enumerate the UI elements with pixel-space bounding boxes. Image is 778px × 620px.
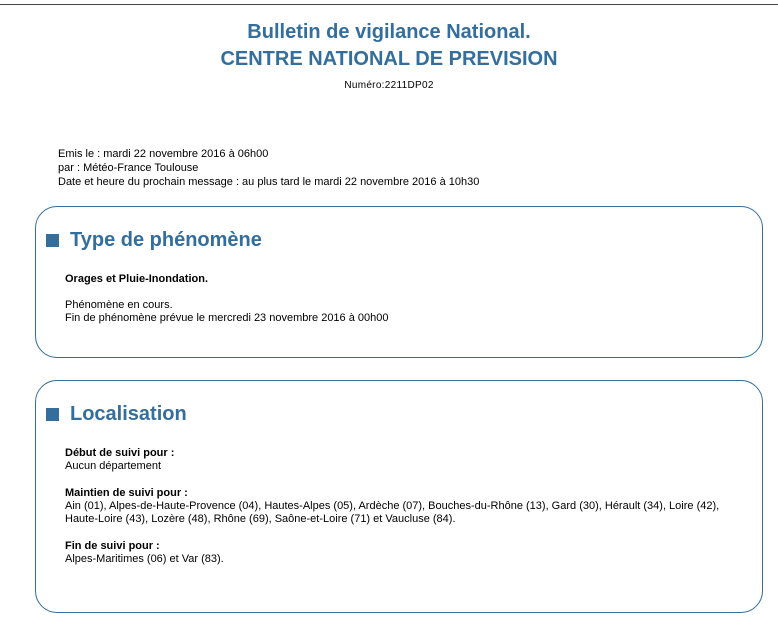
phenomenon-end: Fin de phénomène prévue le mercredi 23 novembre 2016 à 00h00 bbox=[65, 312, 389, 324]
maintain-tracking-line1: Ain (01), Alpes-de-Haute-Provence (04), Hautes-Alpes (05), Ardèche (07), Bouches-du-Rhône (13), Gard (30), Hérault (34), Loire (42), bbox=[65, 500, 720, 512]
bulletin-title: Bulletin de vigilance National. bbox=[247, 21, 531, 43]
location-panel bbox=[35, 380, 763, 613]
end-tracking-label: Fin de suivi pour : bbox=[65, 540, 160, 552]
end-tracking-value: Alpes-Maritimes (06) et Var (83). bbox=[65, 553, 224, 565]
phenomenon-panel bbox=[35, 206, 763, 358]
issued-date: Emis le : mardi 22 novembre 2016 à 06h00 bbox=[58, 148, 269, 160]
maintain-tracking-line2: Haute-Loire (43), Lozère (48), Rhône (69), Saône-et-Loire (71) et Vaucluse (84). bbox=[65, 513, 456, 525]
square-bullet-icon bbox=[46, 408, 59, 421]
location-title: Localisation bbox=[70, 403, 187, 425]
next-message-date: Date et heure du prochain message : au plus tard le mardi 22 novembre 2016 à 10h30 bbox=[58, 176, 480, 188]
phenomenon-content bbox=[65, 273, 389, 325]
bulletin-number: Numéro:2211DP02 bbox=[344, 80, 434, 91]
phenomenon-type: Orages et Pluie-Inondation. bbox=[65, 273, 209, 285]
square-bullet-icon bbox=[46, 234, 59, 247]
centre-title: CENTRE NATIONAL DE PREVISION bbox=[220, 48, 558, 70]
phenomenon-header bbox=[46, 229, 262, 252]
start-tracking-label: Début de suivi pour : bbox=[65, 447, 175, 459]
phenomenon-title: Type de phénomène bbox=[70, 229, 262, 251]
top-divider bbox=[0, 4, 778, 5]
location-header bbox=[46, 403, 187, 426]
issue-metadata bbox=[58, 147, 479, 189]
location-content bbox=[65, 447, 719, 566]
maintain-tracking-label: Maintien de suivi pour : bbox=[65, 487, 188, 499]
start-tracking-value: Aucun département bbox=[65, 460, 162, 472]
issuer: par : Météo-France Toulouse bbox=[58, 162, 199, 174]
phenomenon-status: Phénomène en cours. bbox=[65, 299, 173, 311]
